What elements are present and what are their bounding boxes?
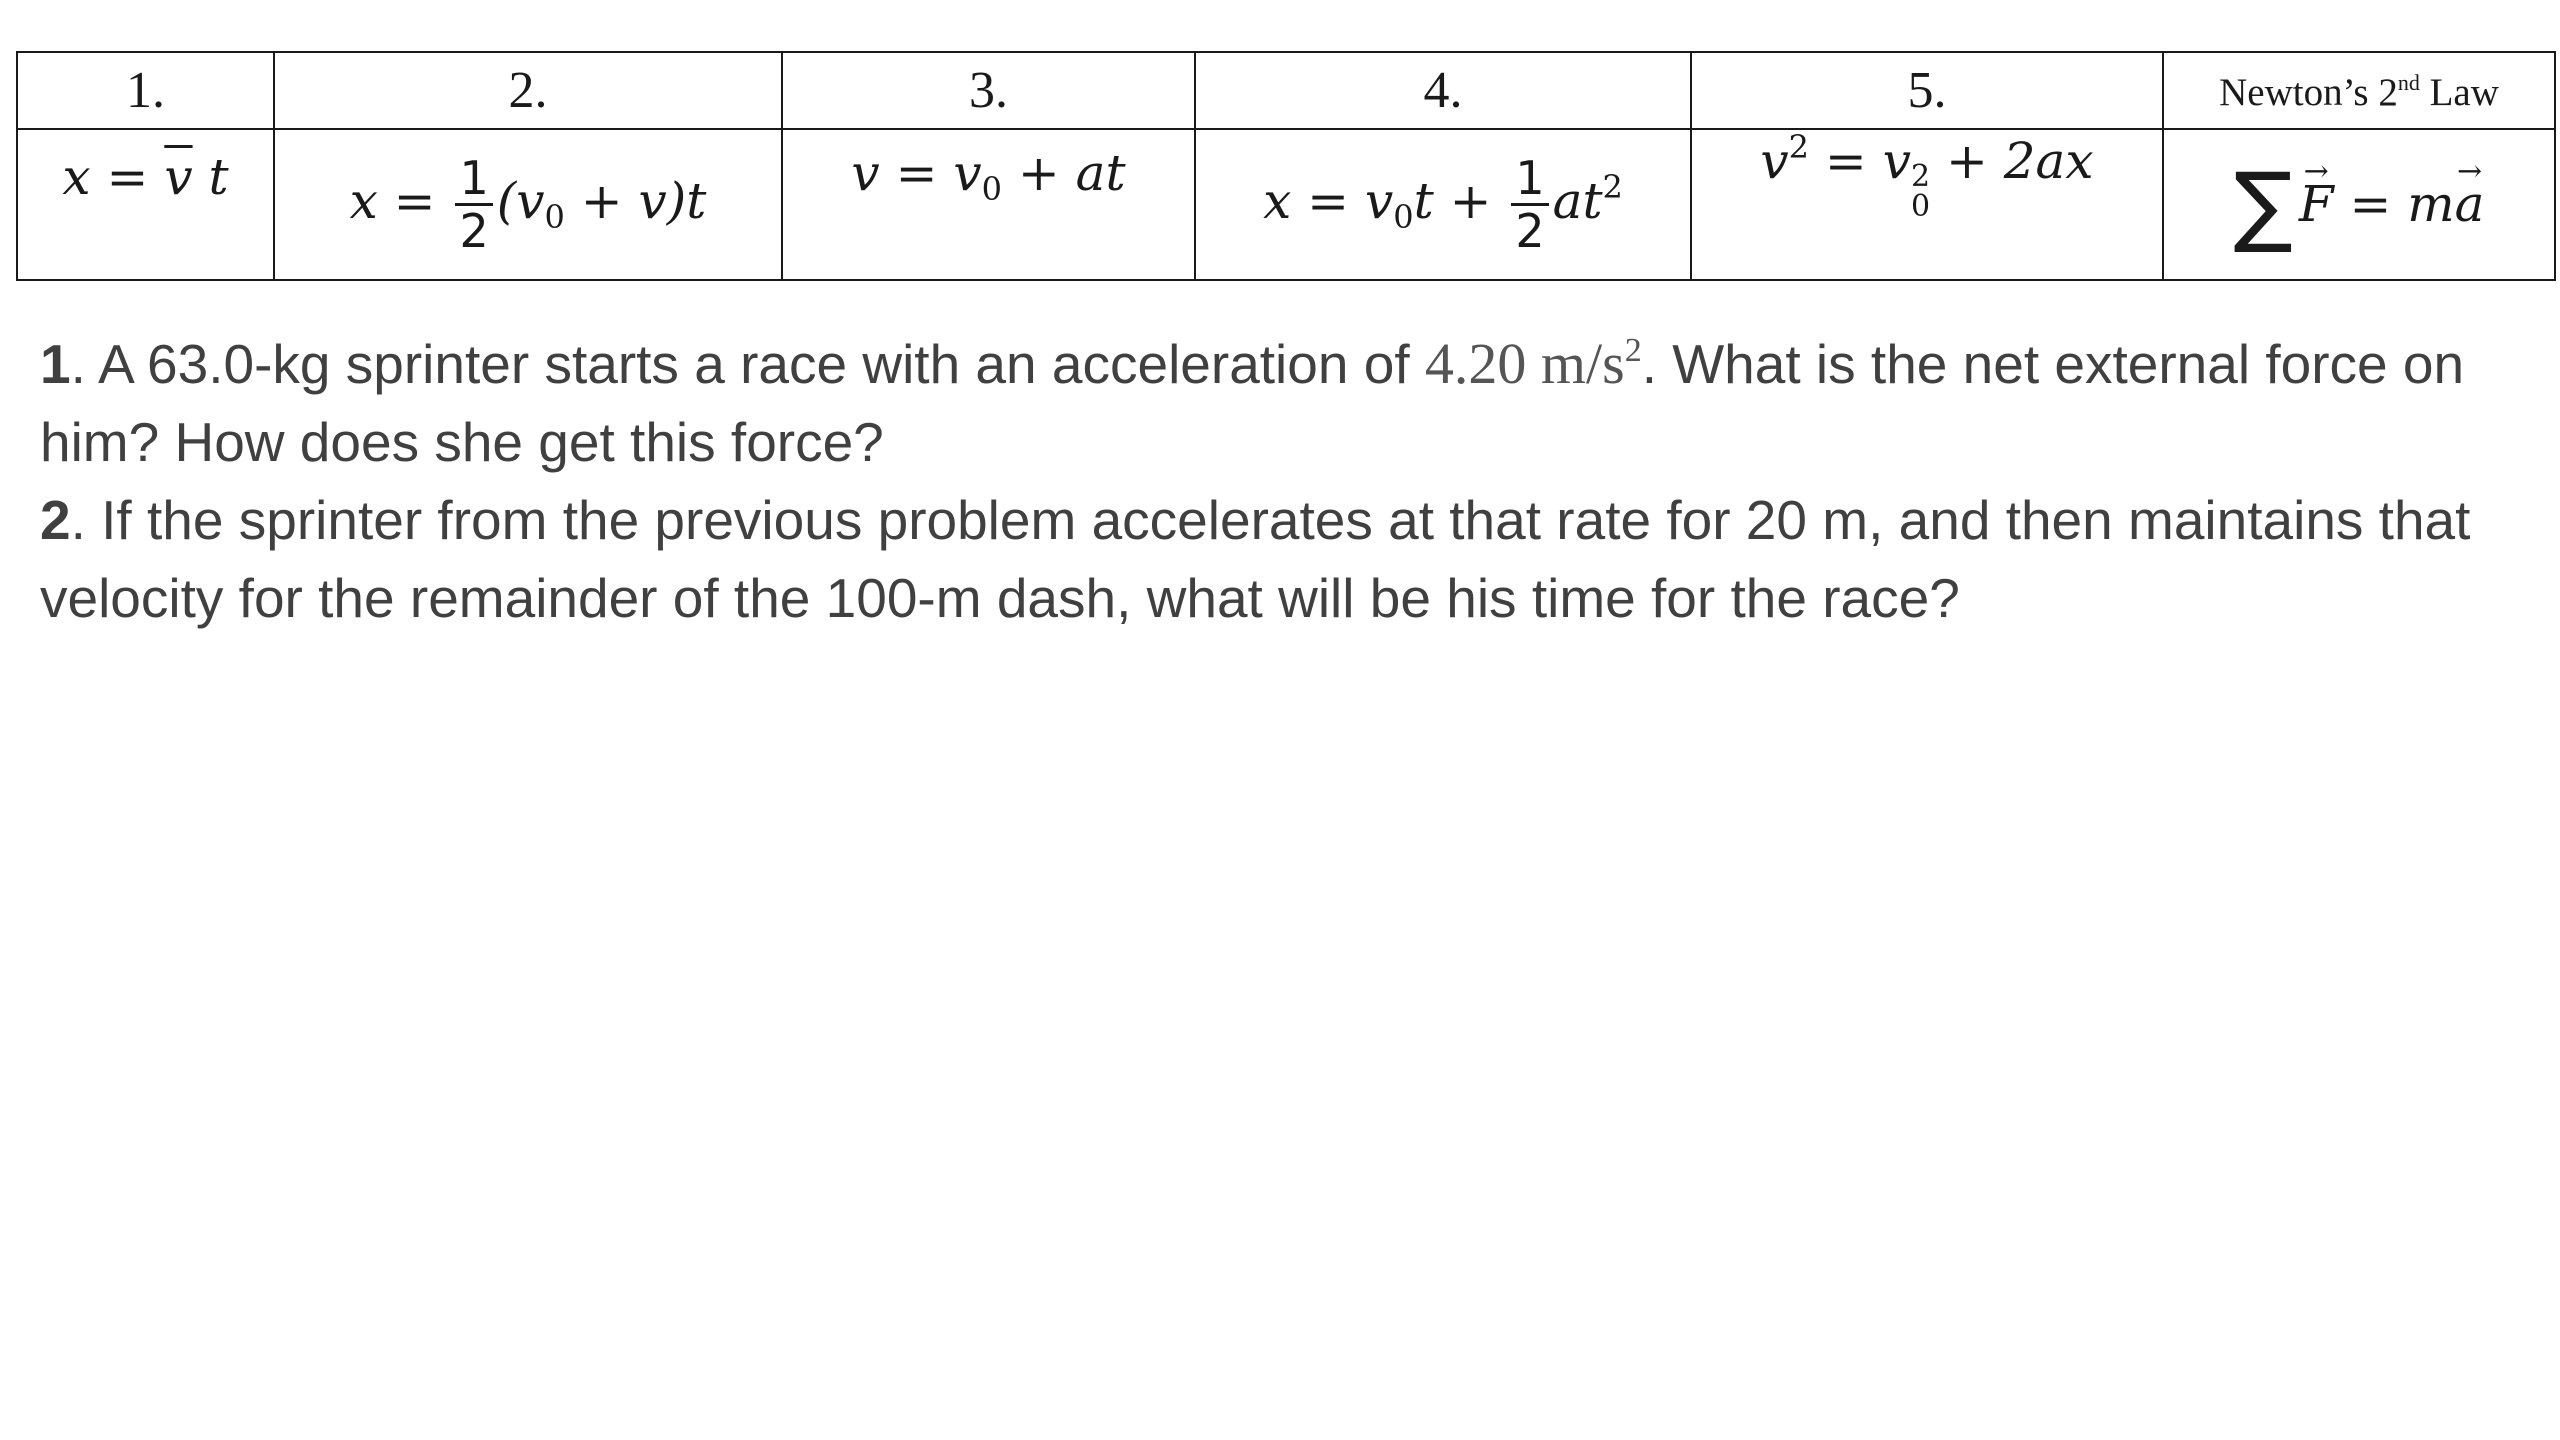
- table-formula-row: [17, 129, 2555, 280]
- table-header-row: [17, 52, 2555, 129]
- newtons-second-law-header: Newton’s 2nd Law: [2163, 52, 2555, 129]
- equation-number-2: 2.: [274, 52, 782, 129]
- problem-2: 2. If the sprinter from the previous problem accelerates at that rate for 20 m, and then maintains that velocity for the remainder of the 100-m dash, what will be his time for the race?: [40, 489, 2471, 629]
- equation-number-5: 5.: [1691, 52, 2163, 129]
- equation-number-4: 4.: [1195, 52, 1691, 129]
- problem-list: [40, 312, 2480, 637]
- equation-number-3: 3.: [782, 52, 1195, 129]
- sigma-icon: ∑: [2233, 152, 2293, 256]
- formula-newtons-second-law: ∑ → F = m→ a: [2163, 129, 2555, 280]
- formula-velocity-time: $v = v_0$ + at: [782, 129, 1195, 280]
- formula-velocity-displacement: $v^2 = v$ 2 0 + 2ax: [1691, 129, 2163, 280]
- problem-number: 2: [40, 489, 71, 551]
- formula-average-velocity: $x = \overline{v}$ t: [17, 129, 274, 280]
- fraction-one-half: $\frac{1}{2}$: [455, 155, 492, 254]
- acceleration-value: 4.20 $m/s^2$: [1424, 331, 1642, 396]
- problem-number: 1: [40, 333, 71, 395]
- problem-1: 1. A 63.0-kg sprinter starts a race with an acceleration of 4.20 $m/s^2$. What is the net external force on him? How does she get this force?: [40, 331, 2465, 473]
- kinematics-equations-table: [16, 51, 2556, 281]
- fraction-one-half: $\frac{1}{2}$: [1511, 155, 1548, 254]
- equation-number-1: 1.: [17, 52, 274, 129]
- formula-displacement-time: $x = v_0t$ + $\frac{1}{2}$ $at^2$: [1195, 129, 1691, 280]
- formula-average-velocity-displacement: x = $\frac{1}{2}$ $(v_0 + v)t$: [274, 129, 782, 280]
